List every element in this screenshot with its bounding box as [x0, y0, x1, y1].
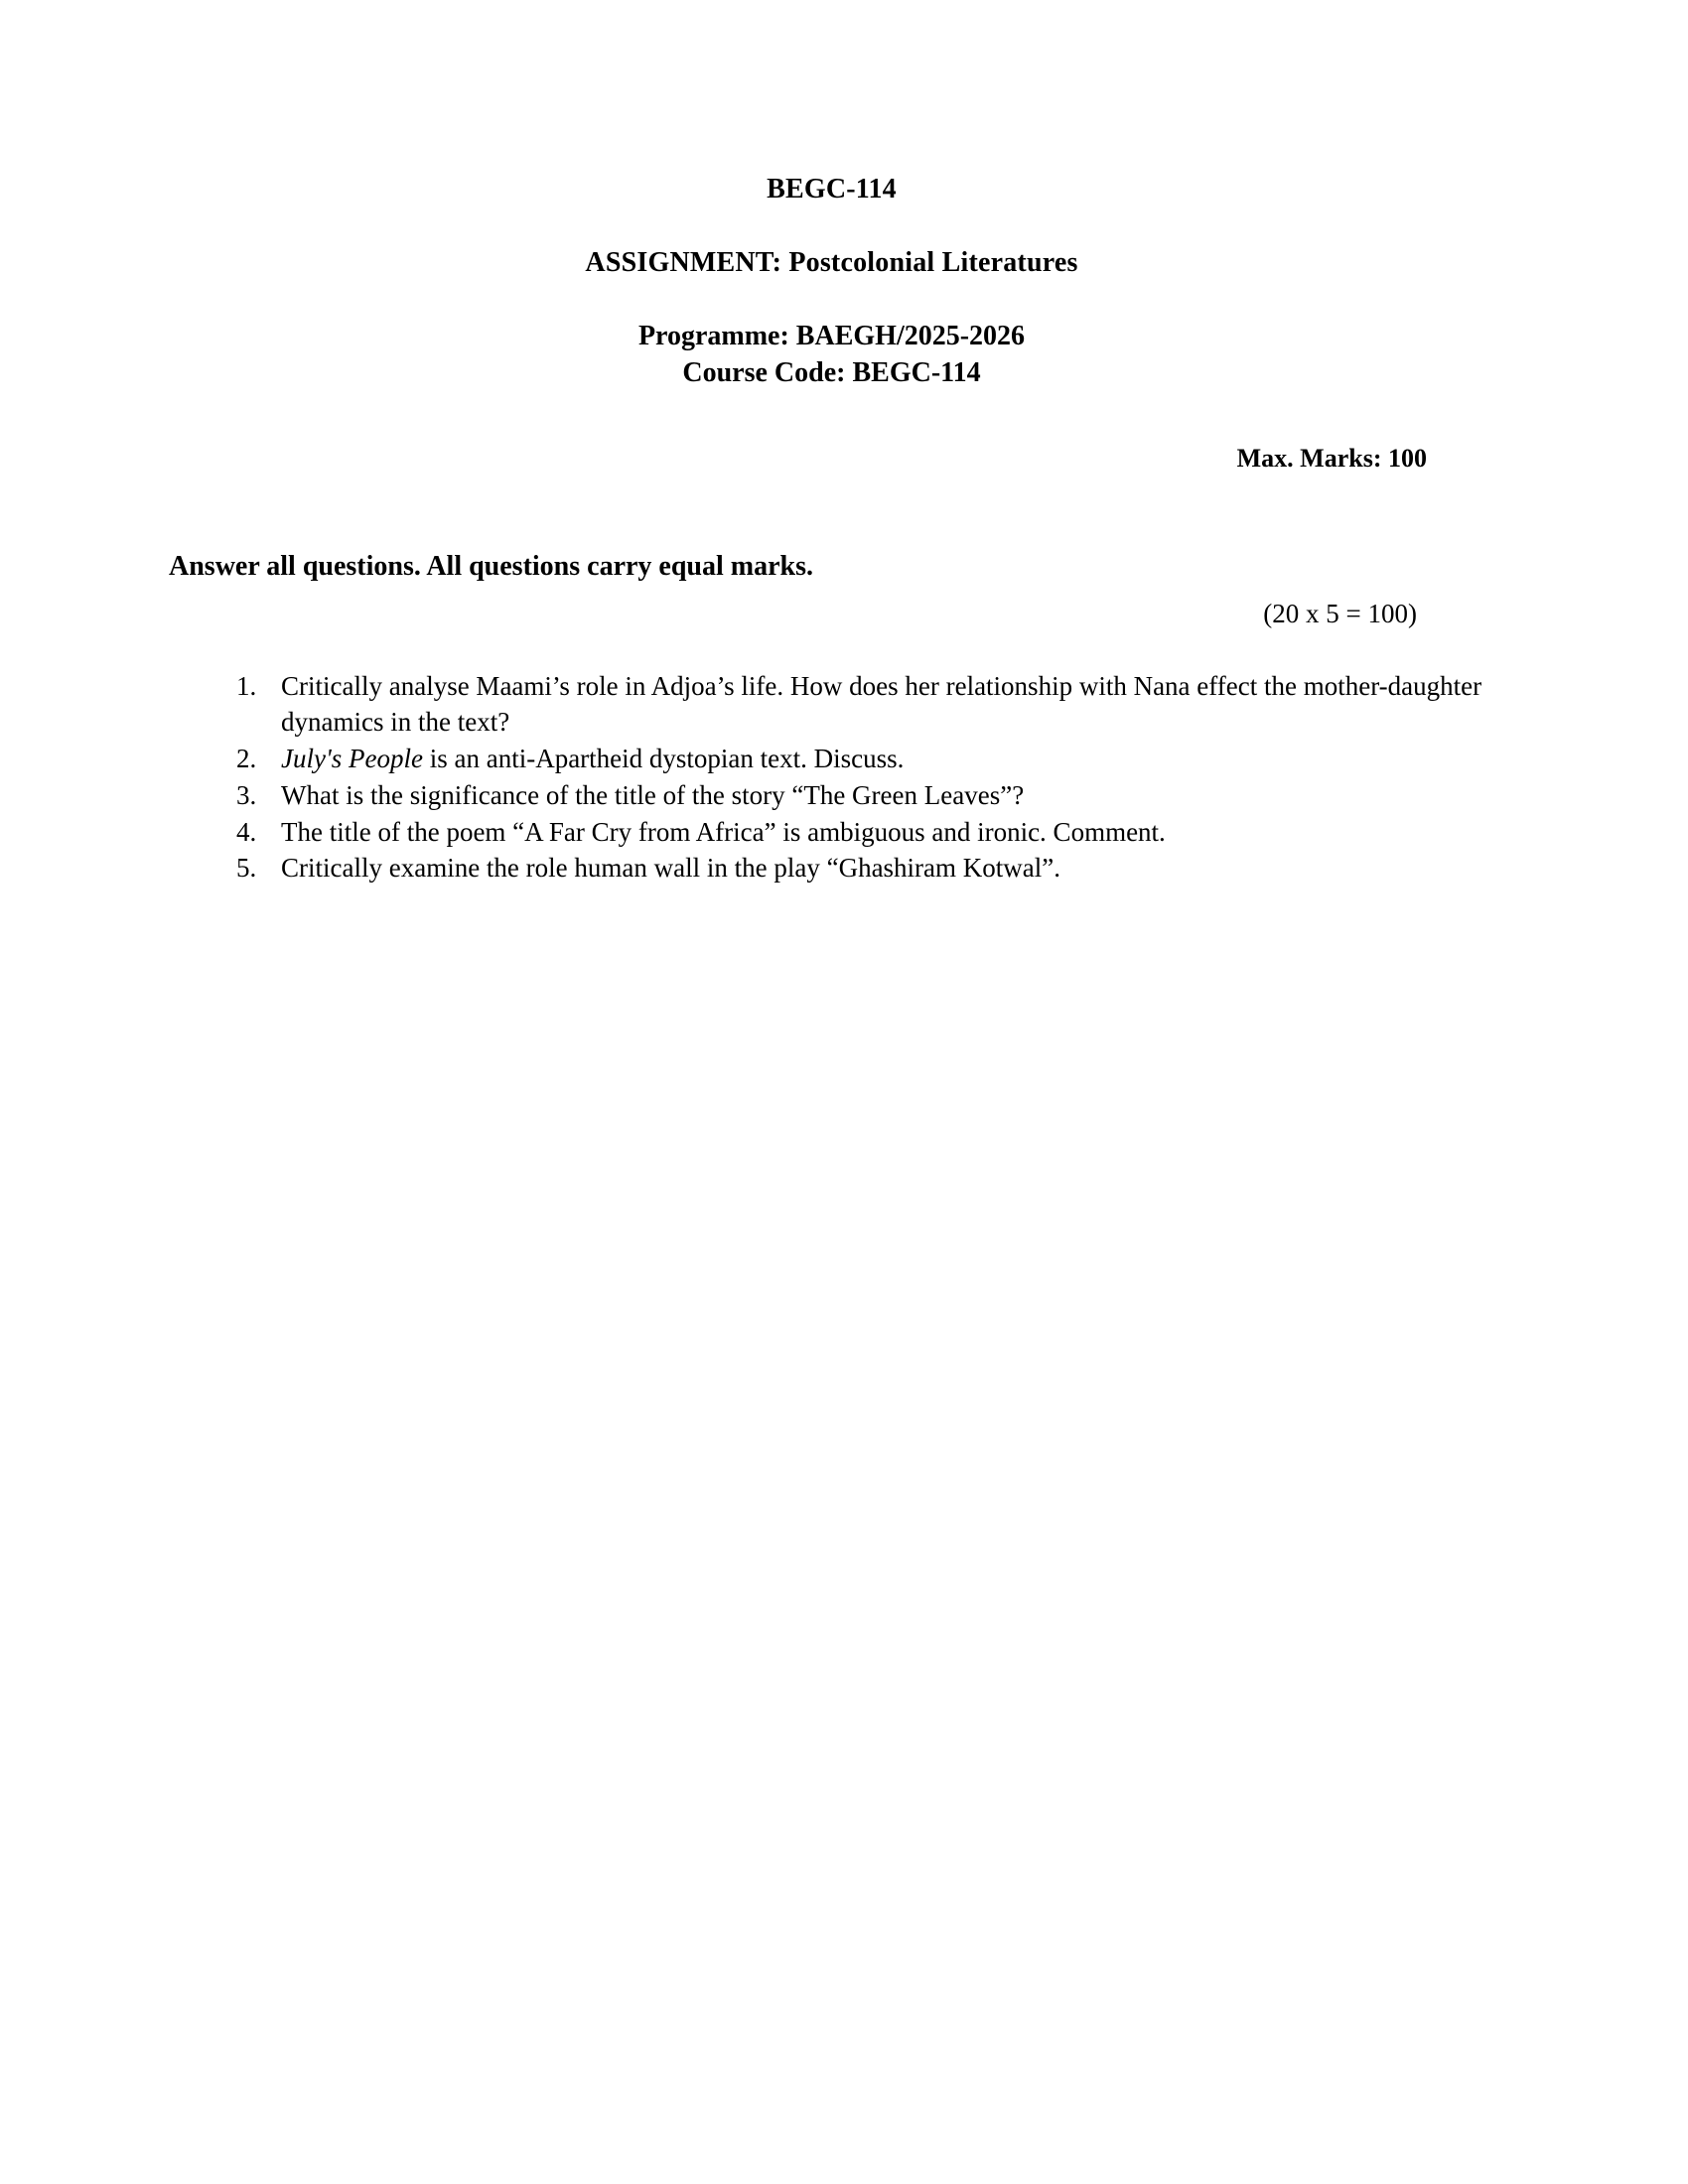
programme-line: Programme: BAEGH/2025-2026	[637, 321, 1026, 351]
marks-scheme: (20 x 5 = 100)	[1263, 598, 1417, 628]
list-item	[263, 669, 1494, 741]
question-title-italic: July's People	[281, 743, 423, 773]
course-code-heading: BEGC-114	[767, 174, 897, 205]
question-text: is an anti-Apartheid dystopian text. Discuss.	[422, 743, 905, 773]
spacer-2	[169, 279, 1494, 319]
max-marks: Max. Marks: 100	[1236, 443, 1427, 473]
question-text: What is the significance of the title of the story “The Green Leaves”?	[281, 779, 1025, 810]
list-item	[263, 778, 1494, 814]
list-item	[263, 815, 1494, 851]
assignment-title: ASSIGNMENT: Postcolonial Literatures	[585, 247, 1078, 278]
instruction-text: Answer all questions. All questions carry equal marks.	[169, 550, 813, 582]
document-body	[169, 174, 1494, 887]
list-item	[263, 851, 1494, 887]
question-text: Critically examine the role human wall in the play “Ghashiram Kotwal”.	[281, 853, 1061, 884]
spacer-1	[169, 205, 1494, 247]
question-text: The title of the poem “A Far Cry from Africa” is ambiguous and ironic. Comment.	[281, 816, 1166, 847]
list-item	[263, 742, 1494, 777]
questions-list	[169, 669, 1494, 887]
question-text: Critically analyse Maami’s role in Adjoa’s life. How does her relationship with Nana effect the mother-daughter dynamics in the text?	[281, 670, 1482, 737]
programme-block	[169, 319, 1494, 392]
course-code-line: Course Code: BEGC-114	[682, 356, 981, 388]
